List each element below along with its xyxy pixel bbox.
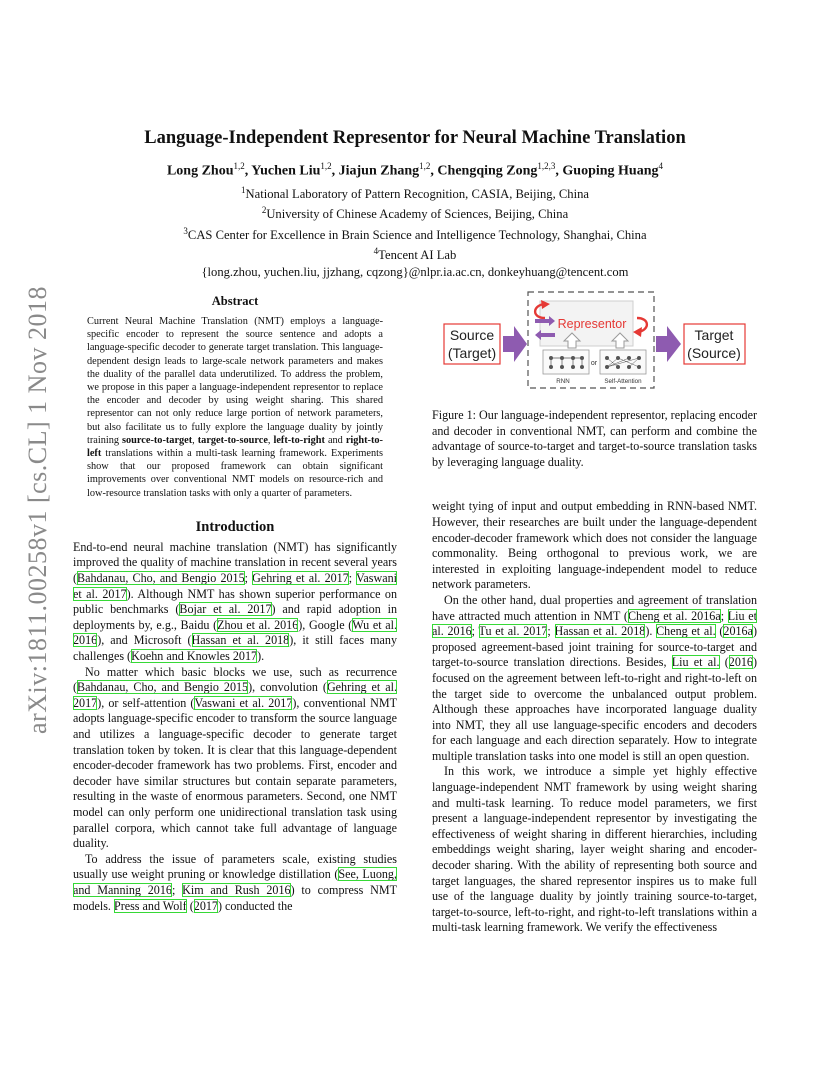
self-attention-label: Self-Attention [604,378,642,385]
source-label: Source [449,327,495,343]
paragraph: In this work, we introduce a simple yet highly effective language-independent NMT framework by using weight sharing and multi-task learning. To reduce model parameters, we first present a language-independent representor by investigating the effectiveness of weight sharing in different hierarchies, including embeddings weight sharing, layer weight sharing and encoder-decoder sharing. With the ability of representing both source and target languages, the shared representor inspires us to make full use of the language duality by jointly training source-to-target, target-to-source, left-to-right, and right-to-left translations within a multi-task learning framework. We verify the effectiveness [432,764,757,935]
author-name: Long Zhou [166,163,234,179]
paragraph: No matter which basic blocks we use, such as recurrence (Bahdanau, Cho, and Bengio 2015), convolution (Gehring et al. 2017), or self-attention (Vaswani et al. 2017), conventional NMT adopts language-specific encoder to transform the source language and utilizes a language-specific decoder to generate target translation token by token. It is clear that this language-dependent encoder-decoder framework has two problems. First, encoder and decoder have similar structures but contain separate parameters, resulting in the waste of enormous parameters. Second, one NMT model can only perform one unidirectional translation task using parallel corpora, which cannot take full advantage of language duality. [73,664,398,851]
introduction-body [73,540,397,914]
citation-link[interactable]: Koehn and Knowles 2017 [131,649,258,663]
author-name: Jiajun Zhang [338,163,420,179]
citation-link[interactable]: Bojar et al. 2017 [179,602,272,617]
bold-term: target-to-source [197,434,268,446]
bold-term: left-to-right [273,434,325,446]
input-arrow [503,326,527,362]
representor-label: Representor [557,317,627,331]
bold-term: source-to-target [122,434,193,446]
author-name: Chengqing Zong [437,163,538,179]
paragraph: To address the issue of parameters scale, existing studies usually use weight pruning or knowledge distillation (See, Luong, and Manning 2016; Kim and Rush 2016) to compress NMT models. Press and Wolf (2017) conducted the [73,851,397,913]
bold-term: right-to-left [87,434,383,460]
output-arrow [656,326,681,362]
figure-1 [432,288,757,408]
author-name: Yuchen Liu [251,163,321,179]
arxiv-identifier [18,286,58,734]
affiliation: $^2$University of Chinese Academy of Sciences, Beijing, China [261,205,569,222]
target-label-alt: (Source) [687,345,741,361]
rnn-label: RNN [556,378,570,385]
affiliation: $^1$National Laboratory of Pattern Recognition, CASIA, Beijing, China [241,184,589,201]
target-label: Target [694,327,734,343]
citation-link[interactable]: Tu et al. 2017 [478,624,548,639]
self-attention-box [600,350,646,374]
citation-link[interactable]: Press and Wolf [113,898,187,913]
source-label-alt: (Target) [447,345,497,361]
citation-link[interactable]: Gehring et al. 2017 [73,680,398,710]
paper-header [90,128,740,280]
paragraph: weight tying of input and output embedding in RNN-based NMT. However, their researches are built under the language-dependent encoder-decoder framework which does not consider the language commonality. Being orthogonal to previous work, we are interested in exploiting language-independent model to reduce network parameters. [432,499,757,592]
introduction-heading: Introduction [195,518,275,535]
author-affiliation-marker: 1,2,3 [537,161,556,171]
citation-link[interactable]: Liu et al. [671,655,720,670]
representor-diagram [432,288,757,396]
paper-title: Language-Independent Representor for Neural Machine Translation [144,128,686,148]
author-list: Long Zhou$^{1,2}$, Yuchen Liu$^{1,2}$, Jiajun Zhang$^{1,2}$, Chengqing Zong$^{1,2,3}$, Guoping Huang$^4$ [166,161,664,179]
citation-link[interactable]: Bahdanau, Cho, and Bengio 2015 [77,680,249,695]
right-column-body [432,499,757,936]
citation-link[interactable]: See, Luong, and Manning 2016 [73,867,397,897]
citation-link[interactable]: Kim and Rush 2016 [182,882,291,897]
abstract-heading: Abstract [211,294,259,308]
citation-link[interactable]: Bahdanau, Cho, and Bengio 2015 [77,571,245,586]
affiliation-list [90,182,740,264]
author-emails: {long.zhou, yuchen.liu, jjzhang, cqzong}@nlpr.ia.ac.cn, donkeyhuang@tencent.com [201,264,629,279]
left-column [73,292,397,914]
affiliation: $^3$CAS Center for Excellence in Brain Science and Intelligence Technology, Shanghai, China [183,225,647,242]
author-name: Guoping Huang [562,163,659,179]
citation-link[interactable]: 2016a [723,624,753,639]
author-affiliation-marker: 1,2 [233,161,245,171]
arxiv-identifier-text: arXiv:1811.00258v1 [cs.CL] 1 Nov 2018 [23,286,52,734]
citation-link[interactable]: Gehring et al. 2017 [252,571,349,586]
or-label: or [590,360,598,367]
figure-1-caption: Figure 1: Our language-independent representor, replacing encoder and decoder in conventional NMT, can perform and combine the advantage of source-to-target and target-to-source translation tasks by leveraging language duality. [432,408,757,469]
citation-link[interactable]: Hassan et al. 2018 [554,624,646,639]
paragraph: On the other hand, dual properties and agreement of translation have attracted much attention in NMT (Cheng et al. 2016a; Liu et al. 2016; Tu et al. 2017; Hassan et al. 2018). Cheng et al. (2016a) proposed agreement-based joint training for source-to-target and target-to-source translation directions. Besides, Liu et al. (2016) focused on the agreement between left-to-right and right-to-left on the target side to overcome the unbalanced output problem. Although these approaches have incorporated language duality into NMT, they all use language-specific encoders and decoders for each language and each direction separately. How to integrate multiple translation tasks into one model is still an open question. [432,592,758,763]
right-column [432,288,757,936]
abstract-body: Current Neural Machine Translation (NMT) employs a language-specific encoder to represent the source sentence and adopts a language-specific decoder to generate target translation. This language-dependent design leads to large-scale network parameters and makes the duality of the parallel data underutilized. To address the problem, we propose in this paper a language-independent representor to replace the encoder and decoder by using weight sharing. This shared representor can not only reduce large portion of network parameters, but also facilitate us to fully explore the language duality by jointly training source-to-target, target-to-source, left-to-right and right-to-left translations within a multi-task learning framework. Experiments show that our proposed framework can obtain significant improvements over conventional NMT models on resource-rich and low-resource translation tasks with only a quarter of parameters. [87,316,383,499]
citation-link[interactable]: 2017 [193,898,218,913]
author-affiliation-marker: 1,2 [419,161,431,171]
citation-link[interactable]: Cheng et al. 2016a [627,608,721,623]
affiliation: $^4$Tencent AI Lab [373,246,457,263]
citation-link[interactable]: Cheng et al. [656,624,716,639]
author-affiliation-marker: 1,2 [320,161,332,171]
citation-link[interactable]: Wu et al. 2016 [73,617,397,648]
citation-link[interactable]: 2016 [728,655,753,670]
citation-link[interactable]: Vaswani et al. 2017 [194,695,293,710]
citation-link[interactable]: Vaswani et al. 2017 [73,571,398,601]
citation-link[interactable]: Hassan et al. 2018 [191,633,290,648]
citation-link[interactable]: Liu et al. 2016 [432,608,758,639]
author-affiliation-marker: 4 [658,161,664,171]
citation-link[interactable]: Zhou et al. 2016 [217,617,299,632]
paragraph: End-to-end neural machine translation (NMT) has significantly improved the quality of machine translation in recent several years (Bahdanau, Cho, and Bengio 2015; Gehring et al. 2017; Vaswani et al. 2017). Although NMT has shown superior performance on public benchmarks (Bojar et al. 2017) and rapid adoption in deployments by, e.g., Baidu (Zhou et al. 2016), Google (Wu et al. 2016), and Microsoft (Hassan et al. 2018), it still faces many challenges (Koehn and Knowles 2017). [73,539,398,663]
